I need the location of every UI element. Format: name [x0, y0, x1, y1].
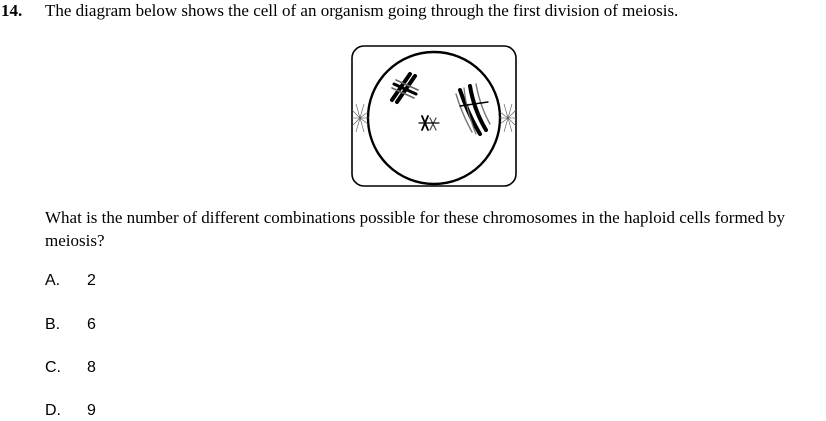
chromosome-pair-right	[456, 84, 490, 134]
choice-a-letter: A.	[45, 272, 61, 289]
choice-c-letter: C.	[45, 359, 61, 376]
choice-b-value: 6	[87, 316, 96, 333]
choice-b-letter: B.	[45, 316, 61, 333]
choice-c-value: 8	[87, 359, 96, 376]
meiosis-cell-diagram	[348, 44, 520, 190]
question-prompt: What is the number of different combinations possible for these chromosomes in the haploid cells formed by meiosis?	[45, 208, 785, 250]
choice-c[interactable]	[45, 359, 96, 377]
choice-a[interactable]	[45, 272, 96, 290]
choice-d-letter: D.	[45, 402, 61, 419]
choice-d[interactable]	[45, 402, 96, 420]
question-stem: The diagram below shows the cell of an organism going through the first division of meiosis.	[45, 1, 679, 20]
chromosome-pair-center	[419, 116, 439, 130]
choice-a-value: 2	[87, 272, 96, 289]
left-spindle-pole	[352, 104, 369, 132]
choice-d-value: 9	[87, 402, 96, 419]
diagram-frame	[352, 46, 516, 186]
right-spindle-pole	[499, 104, 516, 132]
choice-b[interactable]	[45, 316, 96, 334]
chromosome-pair-upper-left	[392, 74, 418, 102]
question-number: 14.	[1, 1, 23, 20]
